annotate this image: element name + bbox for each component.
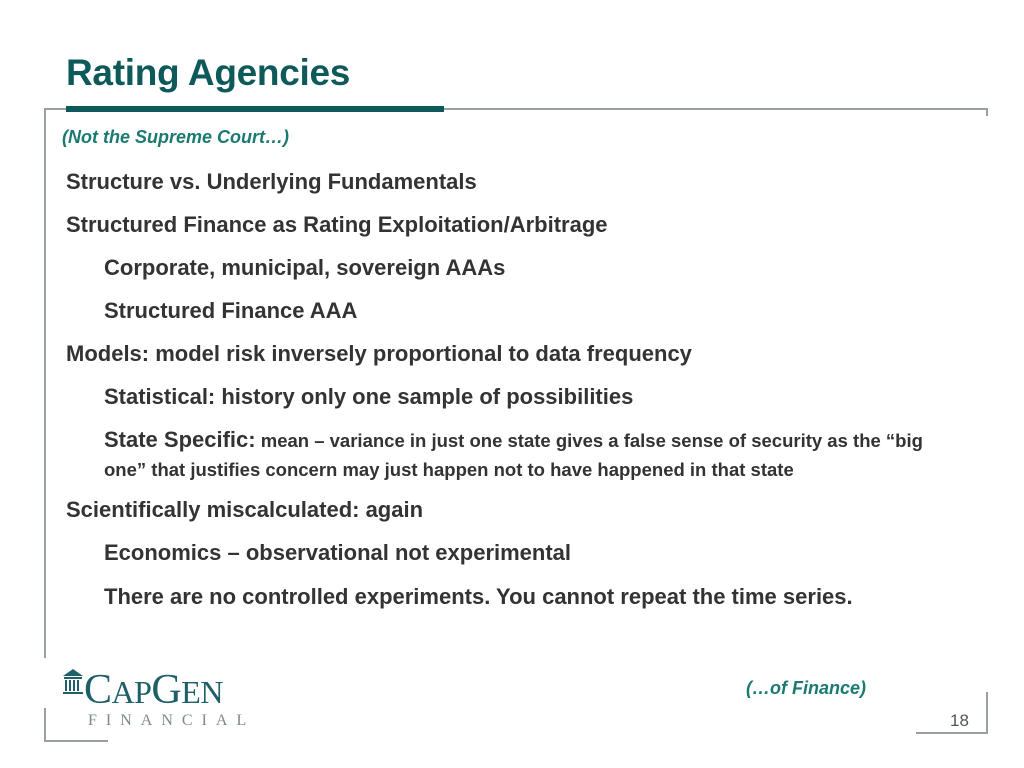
sub-bullet-corporate: Corporate, municipal, sovereign AAAs	[104, 255, 506, 280]
building-columns-icon	[62, 668, 84, 696]
logo-subtitle: FINANCIAL	[88, 712, 256, 729]
state-specific-text: mean – variance in just one state gives a false sense of security as the “big one” that justifies concern may just happen not to have happened in that state	[104, 430, 923, 480]
title-underline	[66, 106, 444, 112]
capgen-logo	[62, 666, 256, 736]
sub-bullet-economics: Economics – observational not experimental	[104, 540, 572, 565]
footer-note: (…of Finance)	[746, 678, 866, 698]
bullet-structured-finance: Structured Finance as Rating Exploitation/Arbitrage	[66, 212, 608, 237]
slide-title: Rating Agencies	[66, 52, 351, 93]
frame-left-line	[44, 108, 46, 658]
corner-bottom-right-vertical	[986, 692, 988, 734]
sub-bullet-experiments: There are no controlled experiments. You cannot repeat the time series.	[104, 584, 853, 609]
sub-bullet-statistical: Statistical: history only one sample of possibilities	[104, 384, 634, 409]
corner-bottom-left-horizontal	[44, 740, 108, 742]
corner-bottom-left-vertical	[44, 708, 46, 742]
sub-bullet-sf-aaa: Structured Finance AAA	[104, 298, 358, 323]
frame-right-tick	[986, 108, 988, 116]
bullet-models: Models: model risk inversely proportional to data frequency	[66, 341, 692, 366]
page-number: 18	[950, 711, 969, 730]
state-specific-lead: State Specific:	[104, 427, 256, 452]
slide-subtitle: (Not the Supreme Court…)	[62, 127, 289, 147]
sub-bullet-state-specific	[66, 426, 926, 484]
bullet-scientifically: Scientifically miscalculated: again	[66, 497, 424, 522]
bullet-structure: Structure vs. Underlying Fundamentals	[66, 169, 477, 194]
corner-bottom-right-horizontal	[916, 732, 988, 734]
bullet-list	[66, 168, 926, 627]
logo-wordmark: CAPGEN	[84, 667, 223, 713]
